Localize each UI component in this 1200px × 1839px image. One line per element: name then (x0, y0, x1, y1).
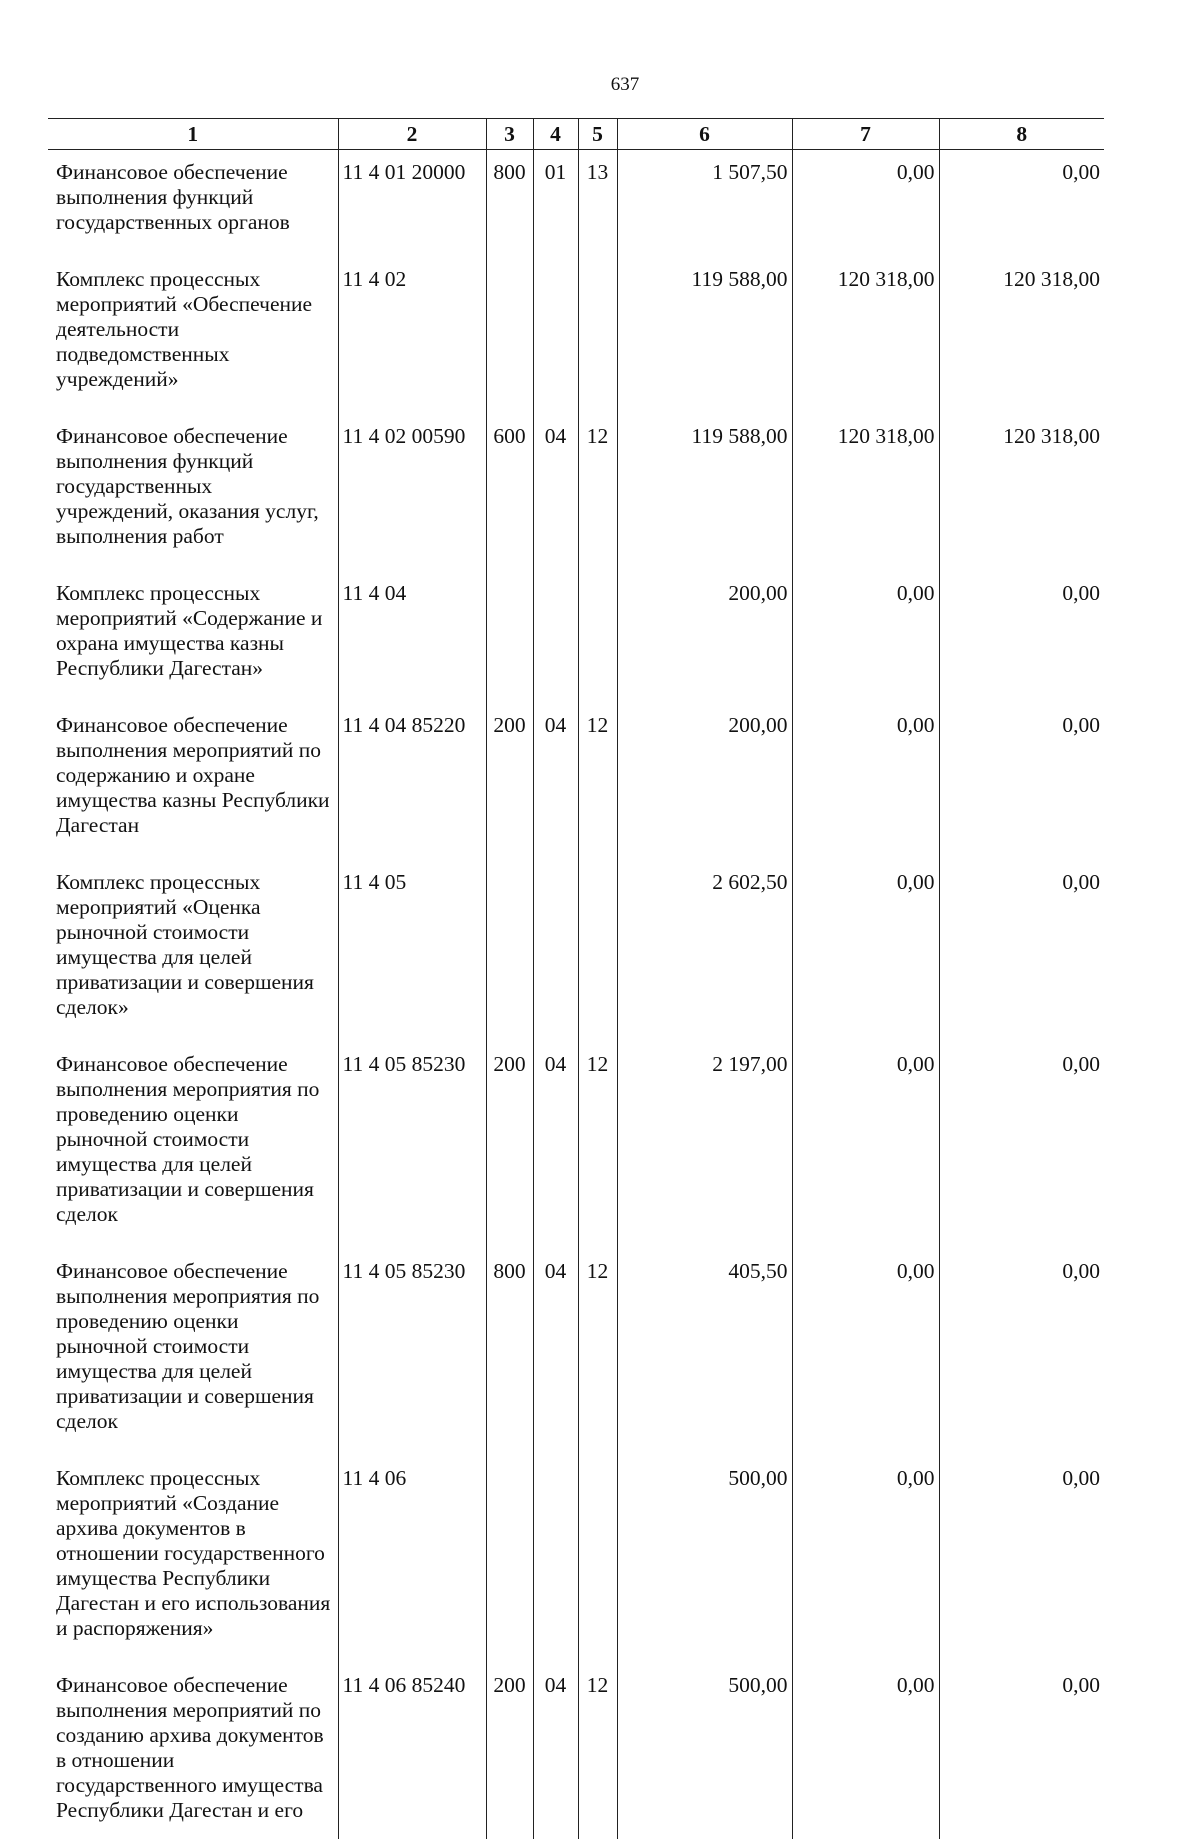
row-subsection: 12 (578, 414, 617, 571)
row-subsection: 12 (578, 1663, 617, 1839)
row-expense-type: 200 (486, 1042, 533, 1249)
row-code: 11 4 05 (338, 860, 486, 1042)
row-amount-col8: 120 318,00 (939, 257, 1104, 414)
row-section: 04 (533, 1042, 578, 1249)
row-amount-col6: 200,00 (617, 703, 792, 860)
row-amount-col8: 0,00 (939, 1663, 1104, 1839)
row-section: 01 (533, 150, 578, 258)
row-amount-col7: 120 318,00 (792, 257, 939, 414)
row-amount-col7: 0,00 (792, 1249, 939, 1456)
row-amount-col8: 0,00 (939, 860, 1104, 1042)
row-name: Финансовое обеспечение выполнения мероприятий по содержанию и охране имущества казны Республики Дагестан (56, 713, 330, 837)
column-header: 2 (338, 119, 486, 150)
row-expense-type: 800 (486, 1249, 533, 1456)
row-section: 04 (533, 1663, 578, 1839)
row-amount-col7: 120 318,00 (792, 414, 939, 571)
row-section (533, 1456, 578, 1663)
table-row (48, 257, 1104, 414)
column-header: 3 (486, 119, 533, 150)
row-code: 11 4 04 (338, 571, 486, 703)
row-amount-col8: 0,00 (939, 150, 1104, 258)
page-number: 637 (610, 74, 640, 95)
row-amount-col8: 0,00 (939, 1042, 1104, 1249)
row-amount-col7: 0,00 (792, 1456, 939, 1663)
row-code: 11 4 05 85230 (338, 1249, 486, 1456)
row-amount-col7: 0,00 (792, 860, 939, 1042)
row-amount-col6: 2 197,00 (617, 1042, 792, 1249)
table-row (48, 571, 1104, 703)
row-amount-col8: 120 318,00 (939, 414, 1104, 571)
table-row (48, 703, 1104, 860)
row-amount-col8: 0,00 (939, 571, 1104, 703)
row-subsection: 12 (578, 1249, 617, 1456)
row-code: 11 4 06 85240 (338, 1663, 486, 1839)
row-amount-col6: 500,00 (617, 1663, 792, 1839)
row-name: Финансовое обеспечение выполнения мероприятия по проведению оценки рыночной стоимости имущества для целей приватизации и совершения сделок (56, 1052, 320, 1226)
row-amount-col8: 0,00 (939, 1249, 1104, 1456)
row-amount-col6: 405,50 (617, 1249, 792, 1456)
row-amount-col8: 0,00 (939, 1456, 1104, 1663)
row-expense-type: 800 (486, 150, 533, 258)
row-code: 11 4 05 85230 (338, 1042, 486, 1249)
row-amount-col7: 0,00 (792, 1663, 939, 1839)
budget-table (48, 118, 1104, 1839)
row-subsection (578, 571, 617, 703)
row-expense-type (486, 571, 533, 703)
row-subsection: 12 (578, 1042, 617, 1249)
row-name: Финансовое обеспечение выполнения мероприятий по созданию архива документов в отношении государственного имущества Республики Дагестан и его (56, 1673, 324, 1822)
column-header: 4 (533, 119, 578, 150)
row-expense-type (486, 257, 533, 414)
table-row (48, 1249, 1104, 1456)
row-expense-type: 200 (486, 703, 533, 860)
row-code: 11 4 04 85220 (338, 703, 486, 860)
column-header: 5 (578, 119, 617, 150)
row-expense-type (486, 1456, 533, 1663)
row-section: 04 (533, 1249, 578, 1456)
row-amount-col7: 0,00 (792, 150, 939, 258)
row-name: Комплекс процессных мероприятий «Содержание и охрана имущества казны Республики Дагестан» (56, 581, 323, 680)
row-name: Комплекс процессных мероприятий «Создание архива документов в отношении государственного имущества Республики Дагестан и его использования и распоряжения» (56, 1466, 331, 1640)
table-row (48, 860, 1104, 1042)
row-code: 11 4 02 00590 (338, 414, 486, 571)
column-header: 8 (939, 119, 1104, 150)
row-amount-col6: 200,00 (617, 571, 792, 703)
row-amount-col6: 2 602,50 (617, 860, 792, 1042)
row-expense-type: 200 (486, 1663, 533, 1839)
row-section (533, 860, 578, 1042)
row-subsection: 13 (578, 150, 617, 258)
row-amount-col6: 119 588,00 (617, 257, 792, 414)
row-name: Комплекс процессных мероприятий «Обеспечение деятельности подведомственных учреждений» (56, 267, 313, 391)
table-row (48, 1663, 1104, 1839)
column-header: 7 (792, 119, 939, 150)
table-header-row (48, 119, 1104, 150)
row-name: Финансовое обеспечение выполнения функций государственных учреждений, оказания услуг, выполнения работ (56, 424, 319, 548)
row-name: Финансовое обеспечение выполнения мероприятия по проведению оценки рыночной стоимости имущества для целей приватизации и совершения сделок (56, 1259, 320, 1433)
row-amount-col6: 1 507,50 (617, 150, 792, 258)
row-section: 04 (533, 414, 578, 571)
row-subsection (578, 860, 617, 1042)
table-row (48, 1456, 1104, 1663)
row-code: 11 4 06 (338, 1456, 486, 1663)
table-row (48, 150, 1104, 258)
row-name: Комплекс процессных мероприятий «Оценка рыночной стоимости имущества для целей приватизации и совершения сделок» (56, 870, 314, 1019)
row-section (533, 571, 578, 703)
row-amount-col7: 0,00 (792, 1042, 939, 1249)
table-row (48, 414, 1104, 571)
row-expense-type: 600 (486, 414, 533, 571)
row-expense-type (486, 860, 533, 1042)
row-amount-col8: 0,00 (939, 703, 1104, 860)
column-header: 1 (48, 119, 338, 150)
row-name: Финансовое обеспечение выполнения функций государственных органов (56, 160, 290, 234)
row-amount-col7: 0,00 (792, 703, 939, 860)
row-section: 04 (533, 703, 578, 860)
row-amount-col6: 500,00 (617, 1456, 792, 1663)
row-code: 11 4 02 (338, 257, 486, 414)
column-header: 6 (617, 119, 792, 150)
row-subsection (578, 1456, 617, 1663)
row-subsection: 12 (578, 703, 617, 860)
row-section (533, 257, 578, 414)
table-row (48, 1042, 1104, 1249)
row-amount-col6: 119 588,00 (617, 414, 792, 571)
row-amount-col7: 0,00 (792, 571, 939, 703)
row-subsection (578, 257, 617, 414)
row-code: 11 4 01 20000 (338, 150, 486, 258)
